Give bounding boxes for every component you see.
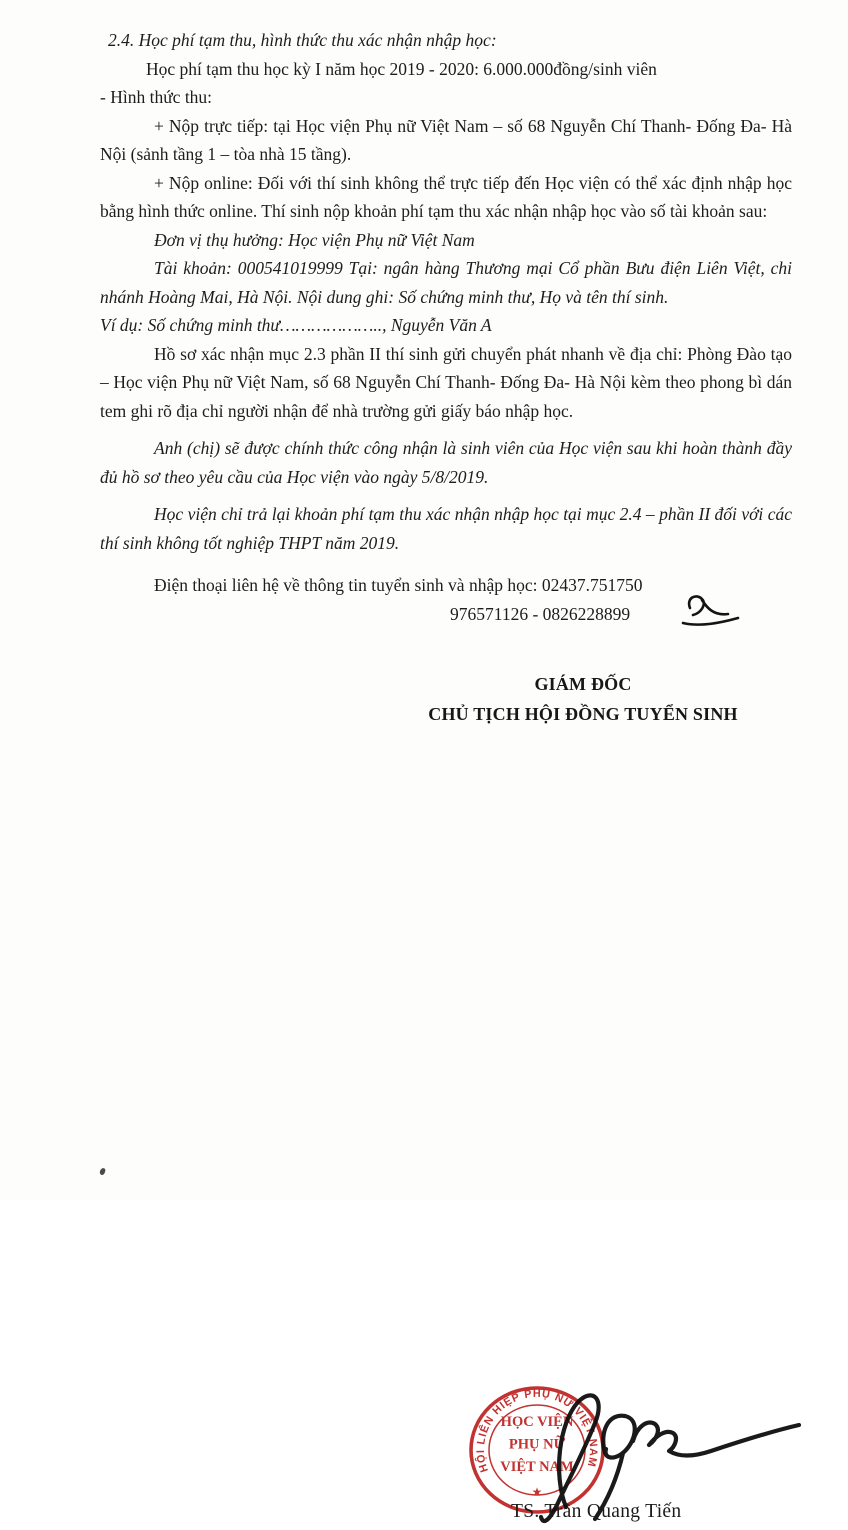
stamp-star-icon: ★ [531, 1485, 543, 1499]
signature-area [0, 663, 848, 1522]
ink-speck [99, 1167, 106, 1175]
paragraph-beneficiary: Đơn vị thụ hưởng: Học viện Phụ nữ Việt Nam [154, 229, 475, 250]
paragraph-tuition-fee: Học phí tạm thu học kỳ I năm học 2019 - 2020: 6.000.000đồng/sinh viên [146, 58, 657, 79]
paragraph-example: Ví dụ: Số chứng minh thư……………….., Nguyễn Văn A [100, 315, 492, 335]
paragraph-refund-policy: Học viện chỉ trả lại khoản phí tạm thu xác nhận nhập học tại mục 2.4 – phần II đối với các thí sinh không tốt nghiệp THPT năm 2019. [100, 504, 792, 553]
stamp-center-line1: HỌC VIỆN [500, 1414, 574, 1430]
document-body [100, 26, 792, 628]
contact-phone-line2-text: 976571126 - 0826228899 [450, 603, 631, 624]
paragraph-online-payment: + Nộp online: Đối với thí sinh không thể trực tiếp đến Học viện có thể xác định nhập học bằng hình thức online. Thí sinh nộp khoản phí tạm thu xác nhận nhập học vào số tài khoản sau: [100, 172, 792, 221]
signature-title-chairman: CHỦ TỊCH HỘI ĐỒNG TUYỂN SINH [428, 704, 738, 724]
stamp-ring-text: HỘI LIÊN HIỆP PHỤ NỮ VIỆT NAM [474, 1387, 600, 1474]
paragraph-direct-payment: + Nộp trực tiếp: tại Học viện Phụ nữ Việt Nam – số 68 Nguyễn Chí Thanh- Đống Đa- Hà Nội (sảnh tầng 1 – tòa nhà 15 tầng). [100, 115, 792, 164]
section-heading-2-4: 2.4. Học phí tạm thu, hình thức thu xác nhận nhập học: [108, 30, 497, 50]
signature-titles [422, 669, 744, 729]
paragraph-official-recognition: Anh (chị) sẽ được chính thức công nhận là sinh viên của Học viện sau khi hoàn thành đầy đủ hồ sơ theo yêu cầu của Học viện vào ngày 5/8/2019. [100, 438, 792, 487]
contact-phone-line2 [100, 600, 792, 629]
paragraph-bank-account: Tài khoản: 000541019999 Tại: ngân hàng Thương mại Cổ phần Bưu điện Liên Việt, chi nhánh Hoàng Mai, Hà Nội. Nội dung ghi: Số chứng minh thư, Họ và tên thí sinh. [100, 258, 792, 307]
signer-name: TS. Trần Quang Tiến [511, 1501, 682, 1522]
stamp-center-line3: VIỆT NAM [500, 1459, 574, 1475]
contact-phone-line1: Điện thoại liên hệ về thông tin tuyển sinh và nhập học: 02437.751750 [154, 575, 643, 595]
paragraph-collection-method: - Hình thức thu: [100, 87, 213, 107]
stamp-center-line2: PHỤ NỮ [508, 1436, 566, 1453]
paragraph-dossier-mailing: Hồ sơ xác nhận mục 2.3 phần II thí sinh gửi chuyển phát nhanh về địa chỉ: Phòng Đào tạo – Học viện Phụ nữ Việt Nam, số 68 Nguyễn Chí Thanh- Đống Đa- Hà Nội kèm theo phong bì dán tem ghi rõ địa chỉ người nhận để nhà trường gửi giấy báo nhập học. [100, 343, 792, 421]
handwritten-initials-mark [678, 592, 744, 634]
signature-title-director: GIÁM ĐỐC [534, 674, 632, 694]
